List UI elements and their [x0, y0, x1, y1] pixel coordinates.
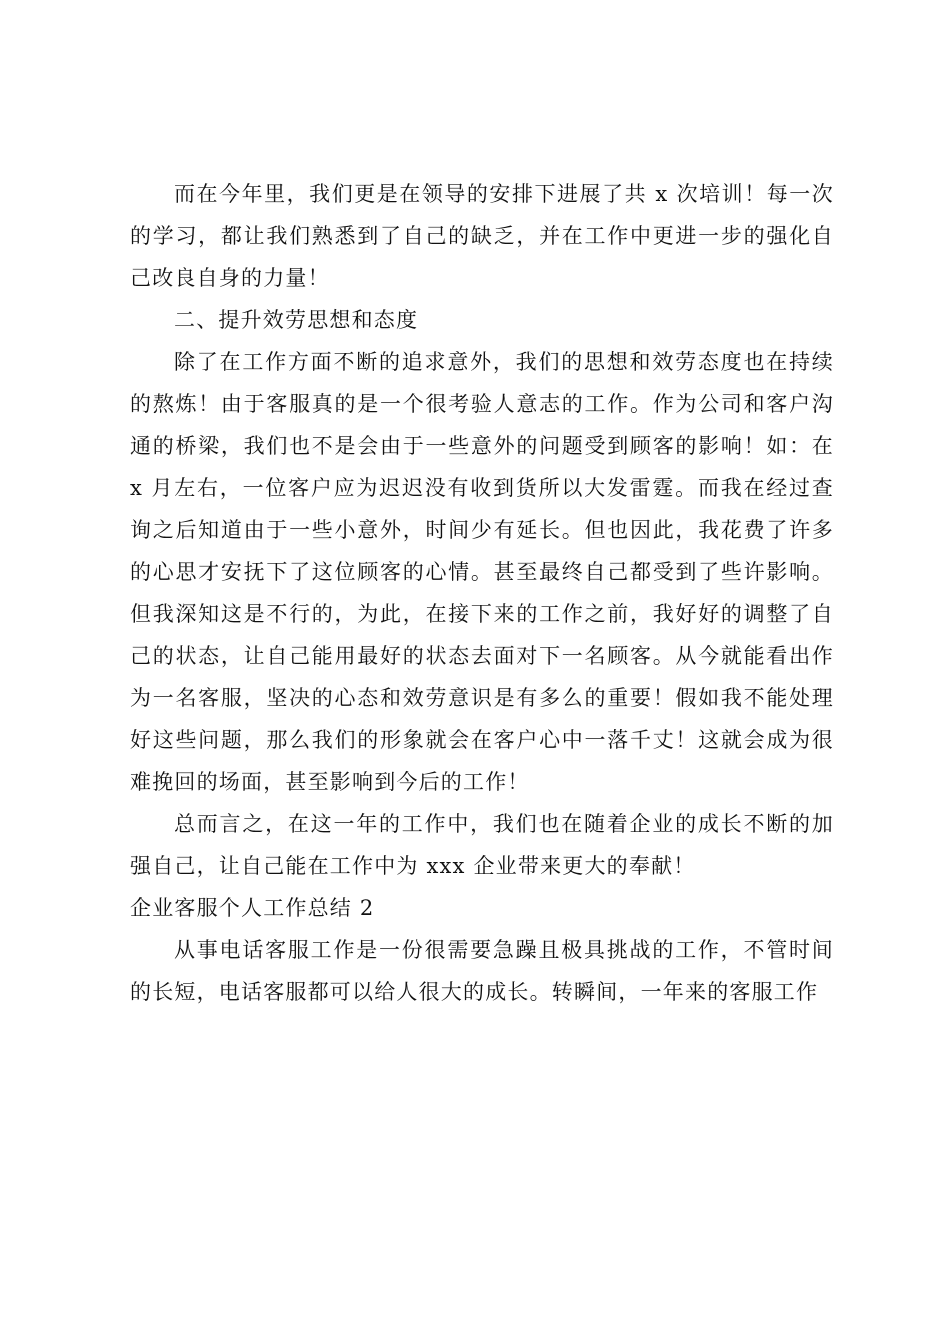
paragraph-training: 而在今年里，我们更是在领导的安排下进展了共 x 次培训！每一次的学习，都让我们熟悉到了自己的缺乏，并在工作中更进一步的强化自己改良自身的力量！: [130, 182, 834, 290]
paragraph-service-attitude: 除了在工作方面不断的追求意外，我们的思想和效劳态度也在持续的熬炼！由于客服真的是一个很考验人意志的工作。作为公司和客户沟通的桥梁，我们也不是会由于一些意外的问题受到顾客的影响！如：在 x 月左右，一位客户应为迟迟没有收到货所以大发雷霆。而我在经过查询之后知道由于一些小意外，时间少有延长。但也因此，我花费了许多的心思才安抚下了这位顾客的心情。甚至最终自己都受到了些许影响。但我深知这是不行的，为此，在接下来的工作之前，我好好的调整了自己的状态，让自己能用最好的状态去面对下一名顾客。从今就能看出作为一名客服，坚决的心态和效劳意识是有多么的重要！假如我不能处理好这些问题，那么我们的形象就会在客户心中一落千丈！这就会成为很难挽回的场面，甚至影响到今后的工作！: [130, 350, 834, 794]
paragraph-phone-service-intro: 从事电话客服工作是一份很需要急躁且极具挑战的工作，不管时间的长短，电话客服都可以给人很大的成长。转瞬间，一年来的客服工作: [130, 938, 834, 1004]
document-body: [130, 173, 834, 1013]
section-heading-service-attitude: 二、提升效劳思想和态度: [174, 308, 419, 332]
document-title-summary-2: 企业客服个人工作总结 2: [130, 896, 375, 920]
paragraph-conclusion: 总而言之，在这一年的工作中，我们也在随着企业的成长不断的加强自己，让自己能在工作中为 xxx 企业带来更大的奉献！: [130, 812, 834, 878]
